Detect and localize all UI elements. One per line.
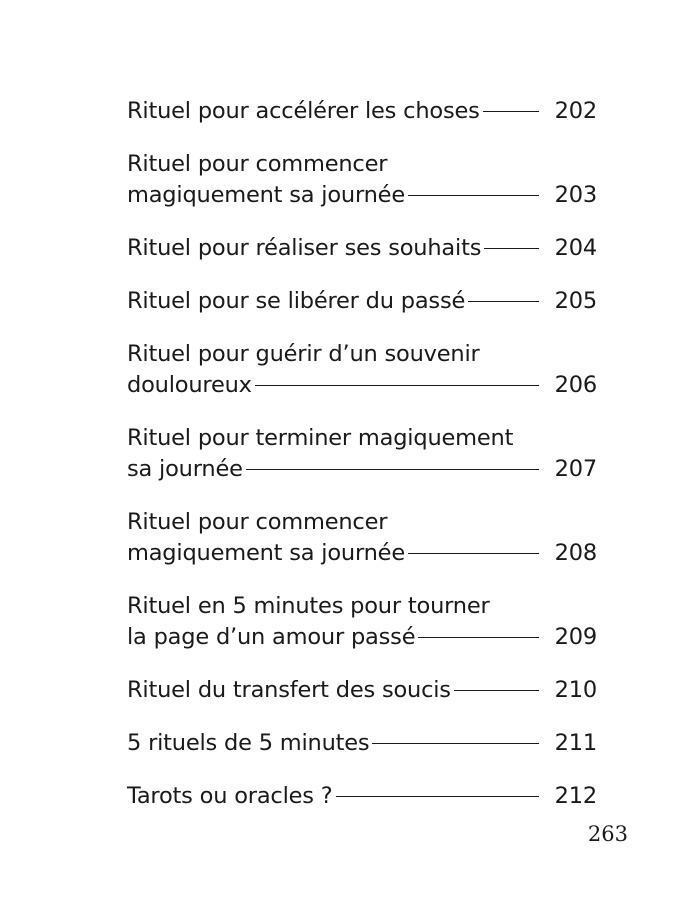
toc-entry xyxy=(127,675,597,706)
toc-entry-row xyxy=(127,370,597,401)
toc-entry-title-line: Rituel pour terminer magiquement xyxy=(127,425,514,451)
toc-entry-page-number: 206 xyxy=(554,372,597,398)
toc-entry-title-line: Rituel pour guérir d’un souvenir xyxy=(127,341,480,367)
toc-entry-page-number: 208 xyxy=(554,540,597,566)
toc-entry-row xyxy=(127,538,597,569)
dot-leader-line xyxy=(454,690,539,691)
dot-leader-line xyxy=(484,248,539,249)
toc-entry-title-line: magiquement sa journée xyxy=(127,540,405,566)
toc-entry xyxy=(127,781,597,812)
toc-entry-row xyxy=(127,286,597,317)
toc-entry-row xyxy=(127,454,597,485)
toc-entry-title-line: Rituel pour se libérer du passé xyxy=(127,288,466,314)
dot-leader-line xyxy=(246,469,539,470)
toc-entry xyxy=(127,233,597,264)
toc-entry-page-number: 204 xyxy=(554,235,597,261)
toc-entry-row xyxy=(127,675,597,706)
dot-leader-line xyxy=(372,743,539,744)
dot-leader-line xyxy=(336,796,540,797)
toc-entry xyxy=(127,286,597,317)
toc-entry xyxy=(127,728,597,759)
toc-entry-row xyxy=(127,233,597,264)
toc-entry-title-line: la page d’un amour passé xyxy=(127,624,416,650)
dot-leader-line xyxy=(408,553,539,554)
toc-entry-row xyxy=(127,180,597,211)
toc-entry-title-line: 5 rituels de 5 minutes xyxy=(127,730,370,756)
toc-entry-title-line: Tarots ou oracles ? xyxy=(127,783,333,809)
toc-entry-page-number: 210 xyxy=(554,677,597,703)
table-of-contents xyxy=(127,96,597,834)
toc-entry xyxy=(127,149,597,211)
dot-leader-line xyxy=(408,195,539,196)
page-number: 263 xyxy=(587,822,628,846)
toc-entry-page-number: 205 xyxy=(554,288,597,314)
toc-entry-page-number: 209 xyxy=(554,624,597,650)
toc-entry-row xyxy=(127,781,597,812)
dot-leader-line xyxy=(483,111,539,112)
dot-leader-line xyxy=(468,301,539,302)
toc-entry-title-line: magiquement sa journée xyxy=(127,182,405,208)
toc-entry-page-number: 211 xyxy=(554,730,597,756)
toc-entry-row xyxy=(127,622,597,653)
toc-entry-title-line: Rituel pour commencer xyxy=(127,151,388,177)
toc-entry-title-line: Rituel pour réaliser ses souhaits xyxy=(127,235,482,261)
toc-entry-title-line: Rituel en 5 minutes pour tourner xyxy=(127,593,490,619)
toc-entry-page-number: 202 xyxy=(554,98,597,124)
toc-entry xyxy=(127,96,597,127)
toc-entry-title-line: Rituel pour accélérer les choses xyxy=(127,98,480,124)
toc-entry xyxy=(127,591,597,653)
toc-entry-title-line: douloureux xyxy=(127,372,252,398)
toc-entry-title-line: Rituel du transfert des soucis xyxy=(127,677,451,703)
toc-entry-page-number: 207 xyxy=(554,456,597,482)
toc-entry xyxy=(127,507,597,569)
toc-entry-row xyxy=(127,728,597,759)
dot-leader-line xyxy=(255,385,539,386)
toc-entry-page-number: 212 xyxy=(554,783,597,809)
toc-entry-title-line: Rituel pour commencer xyxy=(127,509,388,535)
dot-leader-line xyxy=(418,637,539,638)
toc-entry-title-line: sa journée xyxy=(127,456,243,482)
toc-entry xyxy=(127,339,597,401)
toc-entry-row xyxy=(127,96,597,127)
toc-entry-page-number: 203 xyxy=(554,182,597,208)
toc-entry xyxy=(127,423,597,485)
